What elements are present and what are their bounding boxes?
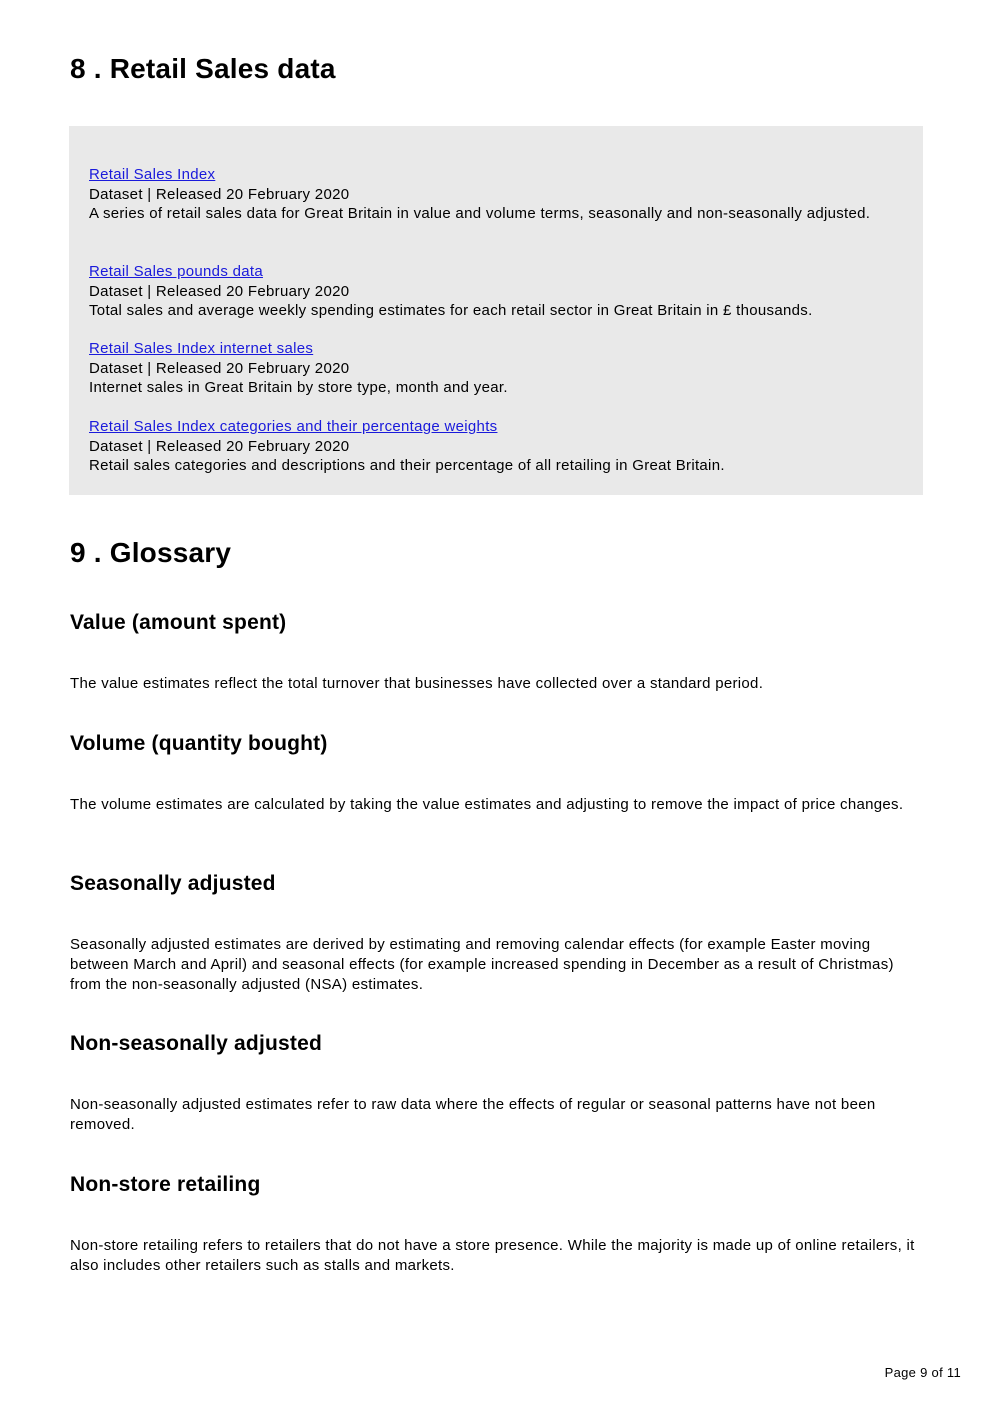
glossary-definition-non-seasonally-adjusted: Non-seasonally adjusted estimates refer to raw data where the effects of regular or seasonal patterns have not been removed. [70, 1096, 876, 1133]
datasets-panel [69, 126, 923, 495]
dataset-meta: Dataset | Released 20 February 2020 [89, 437, 350, 455]
dataset-link-retail-sales-index[interactable]: Retail Sales Index [89, 166, 216, 183]
page-number: Page 9 of 11 [884, 1365, 961, 1380]
dataset-link-internet-sales[interactable]: Retail Sales Index internet sales [89, 340, 314, 357]
dataset-description: A series of retail sales data for Great Britain in value and volume terms, seasonally and non-seasonally adjusted. [89, 205, 871, 222]
glossary-definition-value: The value estimates reflect the total turnover that businesses have collected over a standard period. [70, 675, 764, 692]
dataset-link-categories-weights[interactable]: Retail Sales Index categories and their percentage weights [89, 418, 498, 435]
glossary-definition-seasonally-adjusted: Seasonally adjusted estimates are derived by estimating and removing calendar effects (for example Easter moving between March and April) and seasonal effects (for example increased spending in December as a result of Christmas) from the non-seasonally adjusted (NSA) estimates. [70, 936, 894, 993]
dataset-description: Retail sales categories and descriptions and their percentage of all retailing in Great Britain. [89, 457, 725, 474]
dataset-meta: Dataset | Released 20 February 2020 [89, 185, 350, 203]
glossary-term-volume: Volume (quantity bought) [70, 732, 328, 755]
dataset-description: Total sales and average weekly spending estimates for each retail sector in Great Britain in £ thousands. [89, 302, 813, 319]
dataset-item-retail-sales-index [89, 165, 889, 224]
glossary-term-non-store-retailing: Non-store retailing [70, 1173, 261, 1196]
dataset-item-retail-sales-pounds [89, 262, 889, 321]
glossary-definition-volume: The volume estimates are calculated by taking the value estimates and adjusting to remove the impact of price changes. [70, 796, 904, 813]
glossary-definition-non-store-retailing: Non-store retailing refers to retailers that do not have a store presence. While the majority is made up of online retailers, it also includes other retailers such as stalls and markets. [70, 1237, 915, 1274]
section-8-title: 8 . Retail Sales data [70, 53, 336, 84]
section-9-title: 9 . Glossary [70, 537, 232, 568]
glossary-term-seasonally-adjusted: Seasonally adjusted [70, 872, 276, 895]
dataset-meta: Dataset | Released 20 February 2020 [89, 282, 350, 300]
glossary-term-non-seasonally-adjusted: Non-seasonally adjusted [70, 1032, 322, 1055]
dataset-link-retail-sales-pounds[interactable]: Retail Sales pounds data [89, 263, 263, 280]
dataset-description: Internet sales in Great Britain by store type, month and year. [89, 379, 508, 396]
dataset-item-internet-sales [89, 339, 889, 398]
dataset-item-categories-weights [89, 417, 889, 476]
dataset-meta: Dataset | Released 20 February 2020 [89, 359, 350, 377]
glossary-term-value: Value (amount spent) [70, 611, 287, 634]
